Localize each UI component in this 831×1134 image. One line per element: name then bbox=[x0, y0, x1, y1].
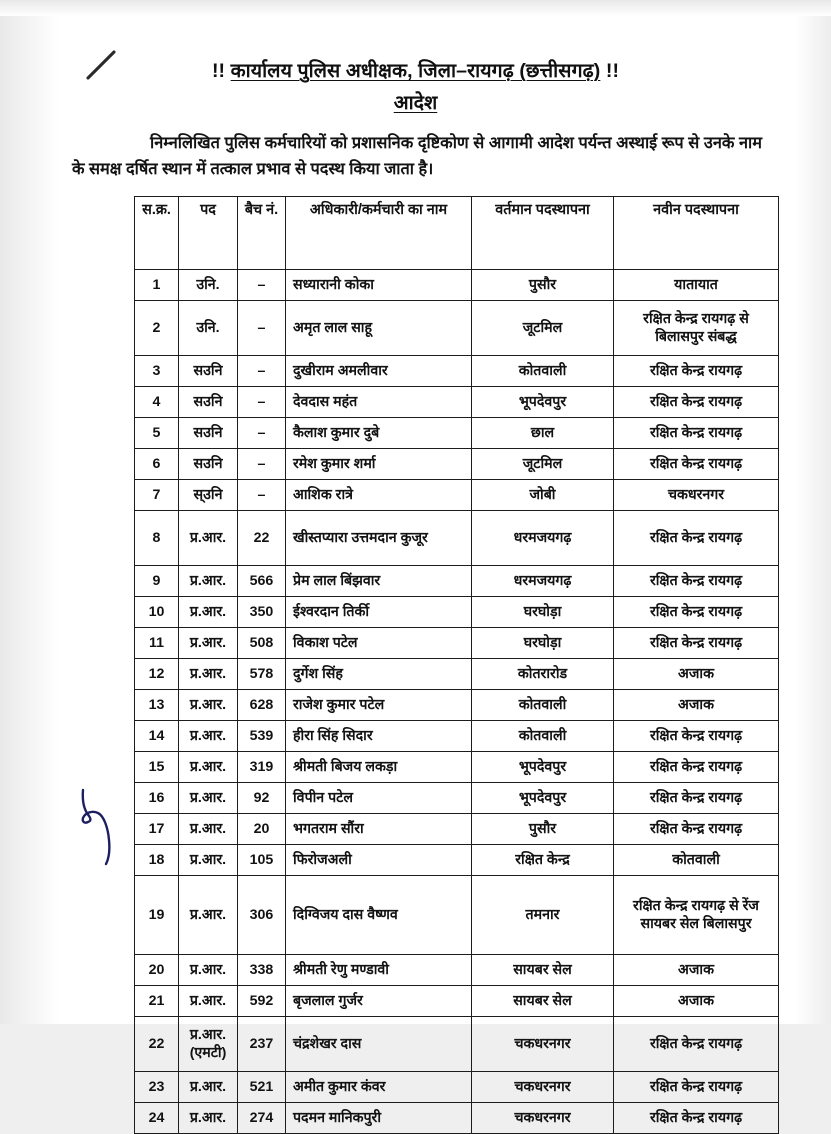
cell-current-posting: धरमजयगढ़ bbox=[472, 566, 614, 597]
cell-new-posting: रक्षित केन्द्र रायगढ़ bbox=[614, 783, 779, 814]
page-subtitle-text: आदेश bbox=[393, 92, 438, 114]
cell-serial: 5 bbox=[135, 418, 179, 449]
pen-stroke-icon bbox=[84, 48, 124, 87]
table-row bbox=[135, 1017, 779, 1072]
table-row bbox=[135, 986, 779, 1017]
table-row bbox=[135, 876, 779, 955]
cell-officer-name: विपीन पटेल bbox=[286, 783, 472, 814]
cell-batch: 350 bbox=[238, 597, 286, 628]
table-row bbox=[135, 356, 779, 387]
table-body bbox=[135, 270, 779, 1134]
cell-batch: 521 bbox=[238, 1072, 286, 1103]
cell-post: प्र.आर. bbox=[179, 597, 238, 628]
cell-new-posting: रक्षित केन्द्र रायगढ़ bbox=[614, 721, 779, 752]
cell-serial: 12 bbox=[135, 659, 179, 690]
cell-current-posting: चकधरनगर bbox=[472, 1072, 614, 1103]
cell-officer-name: देवदास महंत bbox=[286, 387, 472, 418]
cell-current-posting: जूटमिल bbox=[472, 301, 614, 356]
cell-post: प्र.आर. bbox=[179, 511, 238, 566]
cell-current-posting: तमनार bbox=[472, 876, 614, 955]
cell-new-posting: अजाक bbox=[614, 690, 779, 721]
cell-serial: 15 bbox=[135, 752, 179, 783]
cell-serial: 19 bbox=[135, 876, 179, 955]
cell-batch: 237 bbox=[238, 1017, 286, 1072]
column-header-batch: बैच नं. bbox=[238, 197, 286, 270]
cell-officer-name: विकाश पटेल bbox=[286, 628, 472, 659]
column-header-serial: स.क्र. bbox=[135, 197, 179, 270]
table-row bbox=[135, 783, 779, 814]
cell-serial: 23 bbox=[135, 1072, 179, 1103]
cell-officer-name: चंद्रशेखर दास bbox=[286, 1017, 472, 1072]
column-header-new: नवीन पदस्थापना bbox=[614, 197, 779, 270]
cell-new-posting: रक्षित केन्द्र रायगढ़ bbox=[614, 814, 779, 845]
cell-officer-name: आशिक रात्रे bbox=[286, 480, 472, 511]
cell-batch: 338 bbox=[238, 955, 286, 986]
cell-current-posting: सायबर सेल bbox=[472, 986, 614, 1017]
cell-post: प्र.आर. bbox=[179, 1072, 238, 1103]
cell-serial: 20 bbox=[135, 955, 179, 986]
cell-serial: 14 bbox=[135, 721, 179, 752]
cell-officer-name: दुर्गेश सिंह bbox=[286, 659, 472, 690]
cell-serial: 11 bbox=[135, 628, 179, 659]
scan-edge-right bbox=[795, 0, 831, 1024]
table-row bbox=[135, 418, 779, 449]
cell-serial: 16 bbox=[135, 783, 179, 814]
cell-post: प्र.आर. bbox=[179, 814, 238, 845]
cell-new-posting: रक्षित केन्द्र रायगढ़ से बिलासपुर संबद्ध bbox=[614, 301, 779, 356]
cell-batch: – bbox=[238, 449, 286, 480]
cell-serial: 10 bbox=[135, 597, 179, 628]
cell-new-posting: रक्षित केन्द्र रायगढ़ bbox=[614, 1103, 779, 1134]
cell-new-posting: रक्षित केन्द्र रायगढ़ bbox=[614, 418, 779, 449]
cell-officer-name: कैलाश कुमार दुबे bbox=[286, 418, 472, 449]
cell-post: सउनि bbox=[179, 418, 238, 449]
table-row bbox=[135, 690, 779, 721]
table-row bbox=[135, 449, 779, 480]
page-subtitle bbox=[0, 88, 831, 115]
table-row bbox=[135, 566, 779, 597]
cell-batch: – bbox=[238, 418, 286, 449]
cell-new-posting: रक्षित केन्द्र रायगढ़ bbox=[614, 1017, 779, 1072]
cell-batch: 20 bbox=[238, 814, 286, 845]
cell-batch: – bbox=[238, 301, 286, 356]
cell-new-posting: रक्षित केन्द्र रायगढ़ bbox=[614, 356, 779, 387]
cell-serial: 24 bbox=[135, 1103, 179, 1134]
column-header-current: वर्तमान पदस्थापना bbox=[472, 197, 614, 270]
cell-current-posting: रक्षित केन्द्र bbox=[472, 845, 614, 876]
cell-post: सउनि bbox=[179, 356, 238, 387]
cell-new-posting: यातायात bbox=[614, 270, 779, 301]
cell-batch: – bbox=[238, 356, 286, 387]
cell-officer-name: अमृत लाल साहू bbox=[286, 301, 472, 356]
table-row bbox=[135, 659, 779, 690]
cell-serial: 13 bbox=[135, 690, 179, 721]
cell-new-posting: कोतवाली bbox=[614, 845, 779, 876]
cell-officer-name: भगतराम सौंरा bbox=[286, 814, 472, 845]
cell-post: प्र.आर. bbox=[179, 566, 238, 597]
page-title-text: कार्यालय पुलिस अधीक्षक, जिला–रायगढ़ (छत्तीसगढ़) bbox=[230, 60, 601, 82]
cell-batch: 319 bbox=[238, 752, 286, 783]
cell-post: प्र.आर. bbox=[179, 628, 238, 659]
cell-current-posting: पुसौर bbox=[472, 270, 614, 301]
cell-officer-name: हीरा सिंह सिदार bbox=[286, 721, 472, 752]
cell-current-posting: पुसौर bbox=[472, 814, 614, 845]
cell-officer-name: रमेश कुमार शर्मा bbox=[286, 449, 472, 480]
cell-post: प्र.आर. bbox=[179, 721, 238, 752]
cell-current-posting: सायबर सेल bbox=[472, 955, 614, 986]
cell-officer-name: राजेश कुमार पटेल bbox=[286, 690, 472, 721]
table-row bbox=[135, 845, 779, 876]
cell-current-posting: चकधरनगर bbox=[472, 1017, 614, 1072]
cell-current-posting: छाल bbox=[472, 418, 614, 449]
table-row bbox=[135, 270, 779, 301]
table-row bbox=[135, 721, 779, 752]
cell-current-posting: घरघोड़ा bbox=[472, 597, 614, 628]
cell-serial: 22 bbox=[135, 1017, 179, 1072]
cell-batch: 628 bbox=[238, 690, 286, 721]
cell-batch: 22 bbox=[238, 511, 286, 566]
cell-new-posting: अजाक bbox=[614, 986, 779, 1017]
cell-new-posting: अजाक bbox=[614, 659, 779, 690]
cell-new-posting: रक्षित केन्द्र रायगढ़ bbox=[614, 1072, 779, 1103]
cell-serial: 21 bbox=[135, 986, 179, 1017]
cell-post: प्र.आर. bbox=[179, 986, 238, 1017]
cell-batch: 566 bbox=[238, 566, 286, 597]
cell-post: प्र.आर. bbox=[179, 955, 238, 986]
cell-post: उनि. bbox=[179, 301, 238, 356]
table-row bbox=[135, 752, 779, 783]
cell-current-posting: कोतरारोड bbox=[472, 659, 614, 690]
cell-batch: 92 bbox=[238, 783, 286, 814]
cell-batch: 539 bbox=[238, 721, 286, 752]
cell-current-posting: भूपदेवपुर bbox=[472, 387, 614, 418]
cell-officer-name: ईश्वरदान तिर्की bbox=[286, 597, 472, 628]
cell-officer-name: फिरोजअली bbox=[286, 845, 472, 876]
cell-serial: 18 bbox=[135, 845, 179, 876]
cell-batch: 578 bbox=[238, 659, 286, 690]
cell-post: प्र.आर. bbox=[179, 752, 238, 783]
cell-officer-name: दुखीराम अमलीवार bbox=[286, 356, 472, 387]
table-row bbox=[135, 480, 779, 511]
scan-edge-top bbox=[0, 0, 831, 16]
cell-current-posting: भूपदेवपुर bbox=[472, 752, 614, 783]
cell-batch: – bbox=[238, 480, 286, 511]
cell-batch: – bbox=[238, 270, 286, 301]
table-row bbox=[135, 597, 779, 628]
cell-officer-name: बृजलाल गुर्जर bbox=[286, 986, 472, 1017]
cell-new-posting: चकधरनगर bbox=[614, 480, 779, 511]
cell-current-posting: जोबी bbox=[472, 480, 614, 511]
cell-serial: 1 bbox=[135, 270, 179, 301]
table-header-row bbox=[135, 197, 779, 270]
cell-new-posting: रक्षित केन्द्र रायगढ़ bbox=[614, 566, 779, 597]
cell-serial: 9 bbox=[135, 566, 179, 597]
column-header-post: पद bbox=[179, 197, 238, 270]
signature-icon bbox=[66, 788, 126, 871]
table-row bbox=[135, 814, 779, 845]
cell-serial: 2 bbox=[135, 301, 179, 356]
cell-officer-name: प्रेम लाल बिंझवार bbox=[286, 566, 472, 597]
column-header-name: अधिकारी/कर्मचारी का नाम bbox=[286, 197, 472, 270]
cell-batch: 306 bbox=[238, 876, 286, 955]
cell-officer-name: दिग्विजय दास वैष्णव bbox=[286, 876, 472, 955]
cell-post: प्र.आर. bbox=[179, 690, 238, 721]
cell-post: प्र.आर. (एमटी) bbox=[179, 1017, 238, 1072]
cell-new-posting: रक्षित केन्द्र रायगढ़ bbox=[614, 511, 779, 566]
cell-officer-name: श्रीमती रेणु मण्डावी bbox=[286, 955, 472, 986]
table-row bbox=[135, 628, 779, 659]
cell-post: सउनि bbox=[179, 449, 238, 480]
cell-serial: 7 bbox=[135, 480, 179, 511]
cell-officer-name: अमीत कुमार कंवर bbox=[286, 1072, 472, 1103]
transfer-order-table bbox=[134, 196, 779, 1134]
cell-post: स्उनि bbox=[179, 480, 238, 511]
cell-post: सउनि bbox=[179, 387, 238, 418]
cell-serial: 4 bbox=[135, 387, 179, 418]
cell-current-posting: कोतवाली bbox=[472, 690, 614, 721]
cell-post: प्र.आर. bbox=[179, 783, 238, 814]
cell-post: प्र.आर. bbox=[179, 876, 238, 955]
cell-post: प्र.आर. bbox=[179, 845, 238, 876]
cell-batch: – bbox=[238, 387, 286, 418]
cell-batch: 592 bbox=[238, 986, 286, 1017]
cell-batch: 274 bbox=[238, 1103, 286, 1134]
cell-officer-name: खीस्तप्यारा उत्तमदान कुजूर bbox=[286, 511, 472, 566]
cell-new-posting: रक्षित केन्द्र रायगढ़ bbox=[614, 387, 779, 418]
cell-officer-name: श्रीमती बिजय लकड़ा bbox=[286, 752, 472, 783]
table-row bbox=[135, 301, 779, 356]
cell-officer-name: सध्यारानी कोका bbox=[286, 270, 472, 301]
cell-new-posting: रक्षित केन्द्र रायगढ़ से रेंज सायबर सेल बिलासपुर bbox=[614, 876, 779, 955]
table-row bbox=[135, 955, 779, 986]
cell-new-posting: रक्षित केन्द्र रायगढ़ bbox=[614, 752, 779, 783]
body-paragraph: निम्नलिखित पुलिस कर्मचारियों को प्रशासनिक दृष्टिकोण से आगामी आदेश पर्यन्त अस्थाई रूप से उनके नाम के समक्ष दर्षित स्थान में तत्काल प्रभाव से पदस्थ किया जाता है। bbox=[72, 134, 762, 178]
table-row bbox=[135, 1103, 779, 1134]
cell-serial: 6 bbox=[135, 449, 179, 480]
cell-current-posting: घरघोड़ा bbox=[472, 628, 614, 659]
cell-current-posting: कोतवाली bbox=[472, 721, 614, 752]
cell-serial: 8 bbox=[135, 511, 179, 566]
cell-current-posting: जूटमिल bbox=[472, 449, 614, 480]
cell-post: उनि. bbox=[179, 270, 238, 301]
cell-current-posting: चकधरनगर bbox=[472, 1103, 614, 1134]
cell-serial: 3 bbox=[135, 356, 179, 387]
cell-serial: 17 bbox=[135, 814, 179, 845]
cell-new-posting: रक्षित केन्द्र रायगढ़ bbox=[614, 628, 779, 659]
cell-new-posting: रक्षित केन्द्र रायगढ़ bbox=[614, 597, 779, 628]
table-row bbox=[135, 1072, 779, 1103]
table-header bbox=[135, 197, 779, 270]
cell-post: प्र.आर. bbox=[179, 1103, 238, 1134]
cell-batch: 105 bbox=[238, 845, 286, 876]
cell-current-posting: भूपदेवपुर bbox=[472, 783, 614, 814]
cell-officer-name: पदमन मानिकपुरी bbox=[286, 1103, 472, 1134]
page-title: !! कार्यालय पुलिस अधीक्षक, जिला–रायगढ़ (छत्तीसगढ़) !! bbox=[211, 60, 620, 82]
cell-current-posting: धरमजयगढ़ bbox=[472, 511, 614, 566]
cell-post: प्र.आर. bbox=[179, 659, 238, 690]
cell-batch: 508 bbox=[238, 628, 286, 659]
table-row bbox=[135, 387, 779, 418]
cell-new-posting: अजाक bbox=[614, 955, 779, 986]
cell-current-posting: कोतवाली bbox=[472, 356, 614, 387]
scan-edge-left bbox=[0, 0, 60, 1024]
table-row bbox=[135, 511, 779, 566]
cell-new-posting: रक्षित केन्द्र रायगढ़ bbox=[614, 449, 779, 480]
